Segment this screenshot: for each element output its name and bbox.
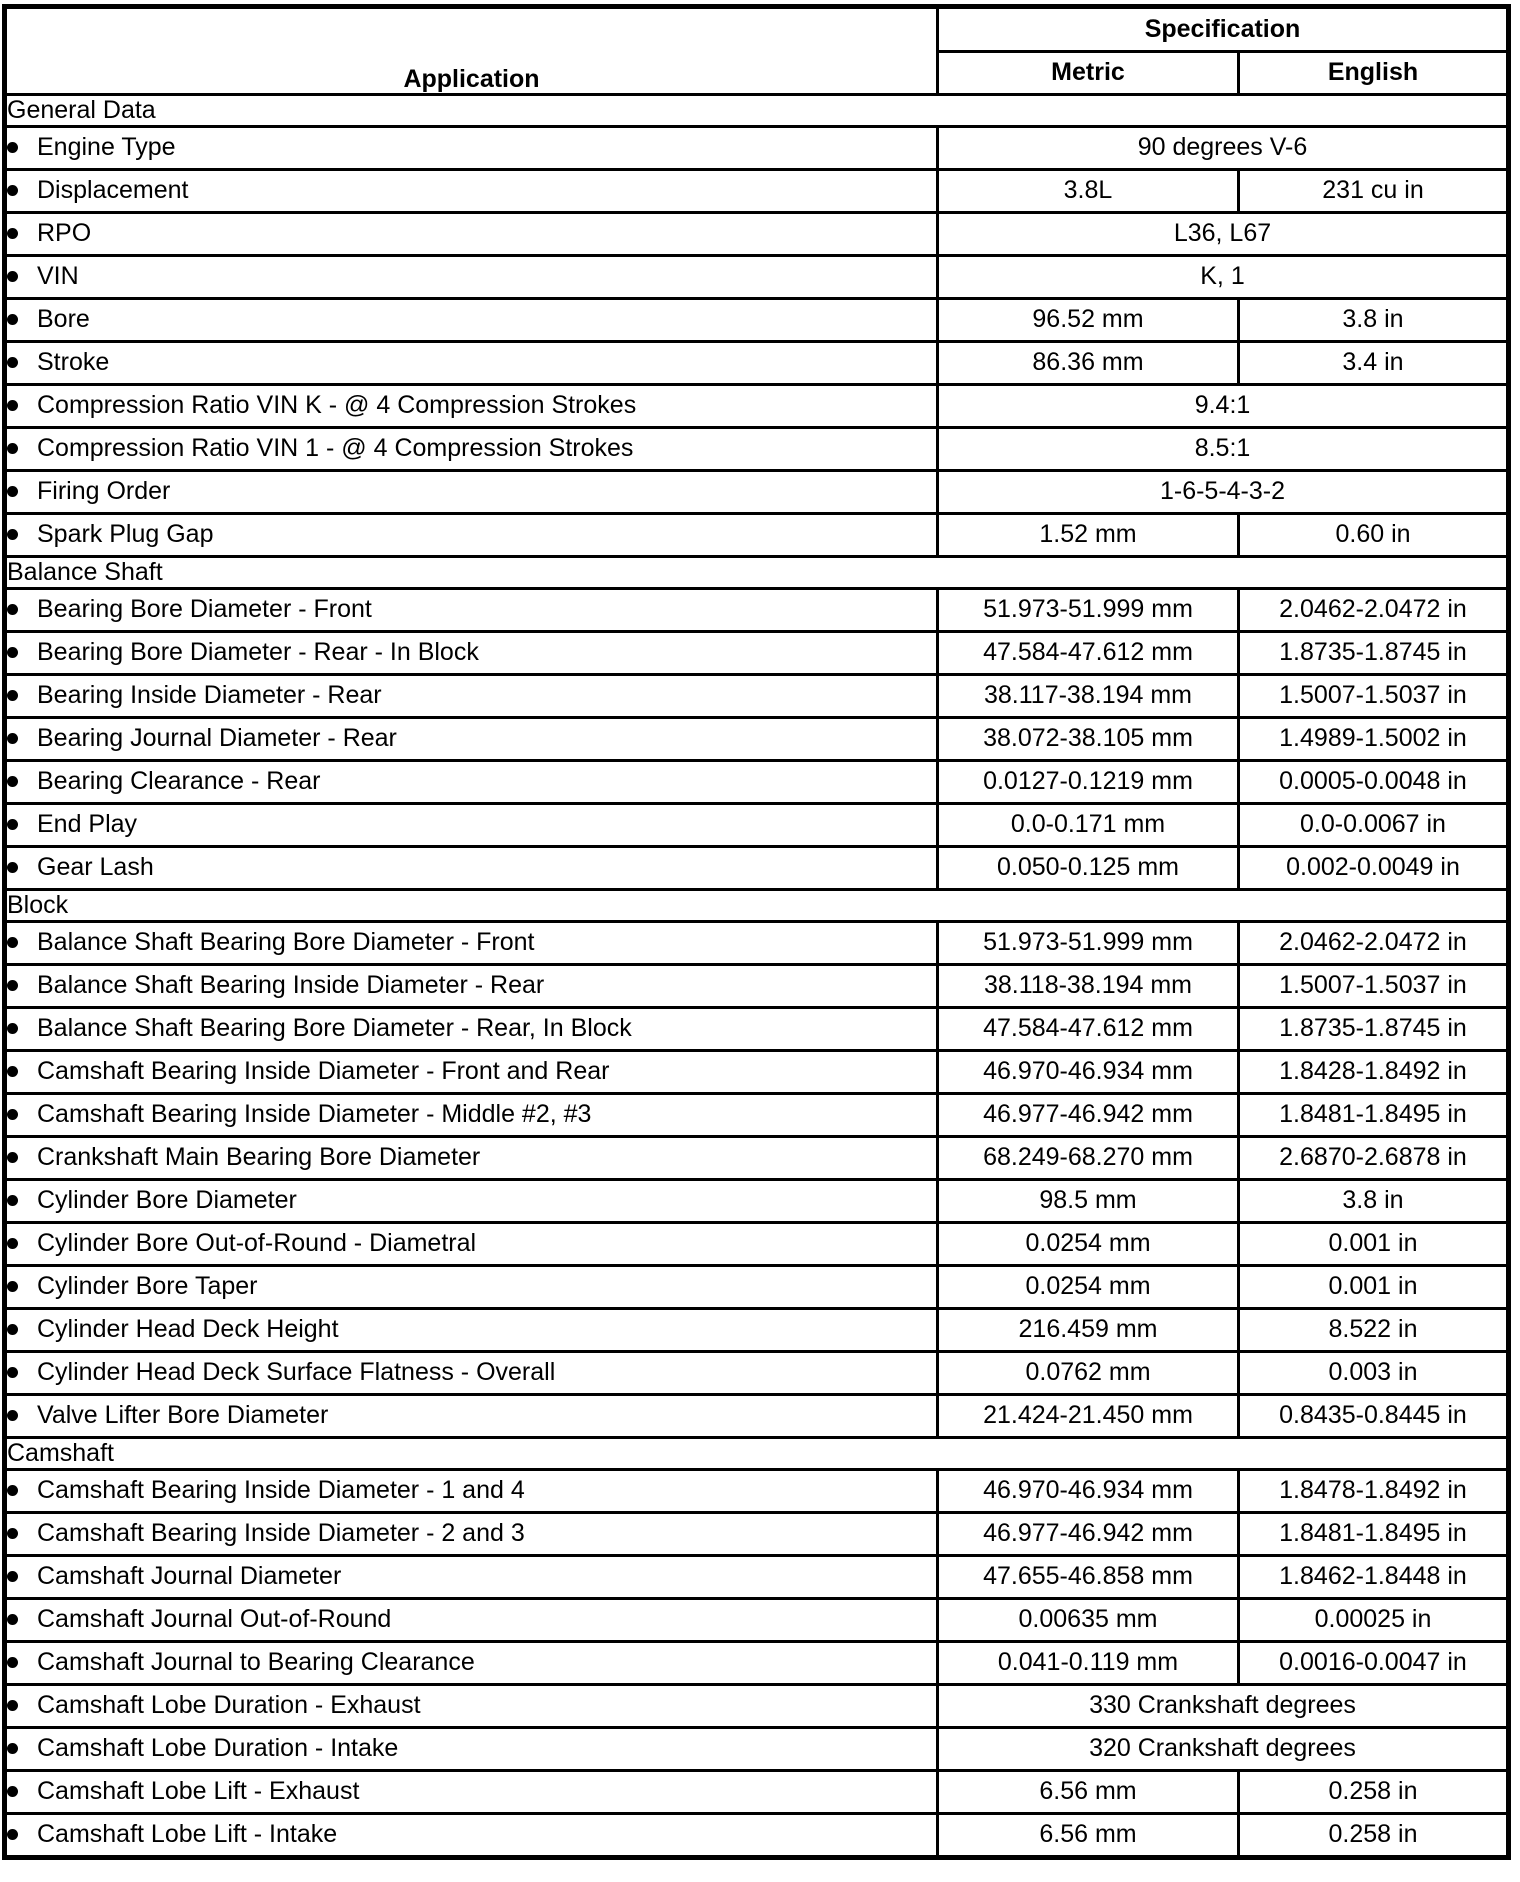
bullet-icon — [7, 690, 18, 701]
table-row — [5, 342, 1509, 385]
english-value-cell: 2.0462-2.0472 in — [1239, 589, 1509, 632]
metric-value-cell: 96.52 mm — [938, 299, 1239, 342]
metric-value-cell: 98.5 mm — [938, 1180, 1239, 1223]
bullet-icon — [7, 1281, 18, 1292]
table-row — [5, 718, 1509, 761]
bullet-icon — [7, 1109, 18, 1120]
bullet-icon — [7, 604, 18, 615]
english-value-cell: 0.8435-0.8445 in — [1239, 1395, 1509, 1438]
application-label: Cylinder Bore Out-of-Round - Diametral — [37, 1229, 477, 1258]
application-label: Firing Order — [37, 477, 171, 506]
english-value-cell: 3.8 in — [1239, 1180, 1509, 1223]
english-value-cell: 1.8481-1.8495 in — [1239, 1513, 1509, 1556]
metric-value-cell: 0.0254 mm — [938, 1266, 1239, 1309]
application-label: RPO — [37, 219, 92, 248]
application-cell — [5, 1137, 938, 1180]
english-value-cell: 2.6870-2.6878 in — [1239, 1137, 1509, 1180]
application-label: Camshaft Bearing Inside Diameter - Front and Rear — [37, 1057, 610, 1086]
metric-value-cell: 216.459 mm — [938, 1309, 1239, 1352]
application-label: Crankshaft Main Bearing Bore Diameter — [37, 1143, 481, 1172]
english-column-header: English — [1239, 52, 1509, 95]
application-cell — [5, 471, 938, 514]
table-row — [5, 1599, 1509, 1642]
application-label: Stroke — [37, 348, 110, 377]
metric-value-cell: 47.584-47.612 mm — [938, 1008, 1239, 1051]
application-cell — [5, 1223, 938, 1266]
metric-value-cell: 1.52 mm — [938, 514, 1239, 557]
english-value-cell: 1.5007-1.5037 in — [1239, 965, 1509, 1008]
english-value-cell: 0.0-0.0067 in — [1239, 804, 1509, 847]
application-label: Bearing Bore Diameter - Front — [37, 595, 372, 624]
bullet-icon — [7, 228, 18, 239]
table-row — [5, 804, 1509, 847]
table-row — [5, 675, 1509, 718]
metric-value-cell: 47.584-47.612 mm — [938, 632, 1239, 675]
bullet-icon — [7, 1195, 18, 1206]
english-value-cell: 0.60 in — [1239, 514, 1509, 557]
application-label: Engine Type — [37, 133, 176, 162]
english-value-cell: 2.0462-2.0472 in — [1239, 922, 1509, 965]
english-value-cell: 0.258 in — [1239, 1771, 1509, 1814]
table-row — [5, 385, 1509, 428]
english-value-cell: 3.4 in — [1239, 342, 1509, 385]
application-label: Camshaft Journal Out-of-Round — [37, 1605, 392, 1634]
english-value-cell: 0.258 in — [1239, 1814, 1509, 1858]
section-label: General Data — [5, 95, 1509, 127]
table-row — [5, 589, 1509, 632]
english-value-cell: 1.8481-1.8495 in — [1239, 1094, 1509, 1137]
english-value-cell: 0.00025 in — [1239, 1599, 1509, 1642]
application-cell — [5, 718, 938, 761]
application-label: Gear Lash — [37, 853, 154, 882]
english-value-cell: 0.001 in — [1239, 1223, 1509, 1266]
table-row — [5, 299, 1509, 342]
header-row-specification — [5, 7, 1509, 52]
table-row — [5, 1685, 1509, 1728]
section-label: Block — [5, 890, 1509, 922]
metric-value-cell: 38.072-38.105 mm — [938, 718, 1239, 761]
bullet-icon — [7, 529, 18, 540]
metric-value-cell: 6.56 mm — [938, 1814, 1239, 1858]
application-label: Camshaft Lobe Duration - Exhaust — [37, 1691, 421, 1720]
section-header-row — [5, 557, 1509, 589]
english-value-cell: 231 cu in — [1239, 170, 1509, 213]
table-row — [5, 1137, 1509, 1180]
application-cell — [5, 847, 938, 890]
table-row — [5, 632, 1509, 675]
application-label: Camshaft Bearing Inside Diameter - Middle #2, #3 — [37, 1100, 592, 1129]
specification-value-cell: 1-6-5-4-3-2 — [938, 471, 1509, 514]
table-row — [5, 1642, 1509, 1685]
specification-value-cell: K, 1 — [938, 256, 1509, 299]
table-row — [5, 1352, 1509, 1395]
application-label: Displacement — [37, 176, 189, 205]
bullet-icon — [7, 271, 18, 282]
application-label: Bearing Journal Diameter - Rear — [37, 724, 397, 753]
table-body — [5, 95, 1509, 1858]
table-row — [5, 1814, 1509, 1858]
bullet-icon — [7, 647, 18, 658]
application-cell — [5, 922, 938, 965]
metric-value-cell: 46.977-46.942 mm — [938, 1094, 1239, 1137]
bullet-icon — [7, 862, 18, 873]
table-row — [5, 847, 1509, 890]
application-label: Cylinder Head Deck Surface Flatness - Overall — [37, 1358, 556, 1387]
application-cell — [5, 514, 938, 557]
table-row — [5, 170, 1509, 213]
application-cell — [5, 213, 938, 256]
metric-value-cell: 46.977-46.942 mm — [938, 1513, 1239, 1556]
metric-value-cell: 38.118-38.194 mm — [938, 965, 1239, 1008]
bullet-icon — [7, 400, 18, 411]
section-header-row — [5, 890, 1509, 922]
table-row — [5, 127, 1509, 170]
application-label: Balance Shaft Bearing Bore Diameter - Rear, In Block — [37, 1014, 632, 1043]
metric-value-cell: 0.0127-0.1219 mm — [938, 761, 1239, 804]
application-cell — [5, 804, 938, 847]
table-row — [5, 1771, 1509, 1814]
table-row — [5, 1180, 1509, 1223]
table-row — [5, 1513, 1509, 1556]
table-row — [5, 1008, 1509, 1051]
application-label: Valve Lifter Bore Diameter — [37, 1401, 329, 1430]
english-value-cell: 1.8735-1.8745 in — [1239, 632, 1509, 675]
application-cell — [5, 299, 938, 342]
application-cell — [5, 675, 938, 718]
english-value-cell: 1.5007-1.5037 in — [1239, 675, 1509, 718]
metric-value-cell: 86.36 mm — [938, 342, 1239, 385]
bullet-icon — [7, 1743, 18, 1754]
bullet-icon — [7, 1410, 18, 1421]
table-row — [5, 213, 1509, 256]
application-label: Camshaft Bearing Inside Diameter - 1 and 4 — [37, 1476, 525, 1505]
application-cell — [5, 589, 938, 632]
metric-value-cell: 46.970-46.934 mm — [938, 1051, 1239, 1094]
bullet-icon — [7, 1238, 18, 1249]
table-row — [5, 514, 1509, 557]
bullet-icon — [7, 1324, 18, 1335]
application-column-header: Application — [5, 7, 938, 95]
english-value-cell: 0.003 in — [1239, 1352, 1509, 1395]
table-row — [5, 1223, 1509, 1266]
application-cell — [5, 1180, 938, 1223]
metric-value-cell: 51.973-51.999 mm — [938, 922, 1239, 965]
section-label: Camshaft — [5, 1438, 1509, 1470]
specification-value-cell: L36, L67 — [938, 213, 1509, 256]
bullet-icon — [7, 1657, 18, 1668]
bullet-icon — [7, 733, 18, 744]
table-row — [5, 1094, 1509, 1137]
bullet-icon — [7, 819, 18, 830]
application-cell — [5, 1771, 938, 1814]
bullet-icon — [7, 357, 18, 368]
bullet-icon — [7, 1023, 18, 1034]
english-value-cell: 0.001 in — [1239, 1266, 1509, 1309]
application-label: Camshaft Journal Diameter — [37, 1562, 342, 1591]
english-value-cell: 0.0005-0.0048 in — [1239, 761, 1509, 804]
bullet-icon — [7, 1614, 18, 1625]
application-cell — [5, 1728, 938, 1771]
table-row — [5, 1470, 1509, 1513]
bullet-icon — [7, 1152, 18, 1163]
section-header-row — [5, 95, 1509, 127]
application-label: Bore — [37, 305, 90, 334]
bullet-icon — [7, 1829, 18, 1840]
english-value-cell: 1.8478-1.8492 in — [1239, 1470, 1509, 1513]
application-cell — [5, 1814, 938, 1858]
metric-value-cell: 0.00635 mm — [938, 1599, 1239, 1642]
table-row — [5, 256, 1509, 299]
bullet-icon — [7, 937, 18, 948]
table-row — [5, 1395, 1509, 1438]
table-row — [5, 471, 1509, 514]
bullet-icon — [7, 1066, 18, 1077]
application-cell — [5, 385, 938, 428]
specification-column-group-header: Specification — [938, 7, 1509, 52]
section-label: Balance Shaft — [5, 557, 1509, 589]
table-row — [5, 428, 1509, 471]
application-cell — [5, 1599, 938, 1642]
application-cell — [5, 1094, 938, 1137]
application-label: Camshaft Lobe Lift - Intake — [37, 1820, 338, 1849]
bullet-icon — [7, 1700, 18, 1711]
application-cell — [5, 428, 938, 471]
metric-value-cell: 3.8L — [938, 170, 1239, 213]
section-header-row — [5, 1438, 1509, 1470]
application-label: Spark Plug Gap — [37, 520, 214, 549]
english-value-cell: 1.8462-1.8448 in — [1239, 1556, 1509, 1599]
bullet-icon — [7, 1786, 18, 1797]
english-value-cell: 0.002-0.0049 in — [1239, 847, 1509, 890]
english-value-cell: 1.8428-1.8492 in — [1239, 1051, 1509, 1094]
metric-column-header: Metric — [938, 52, 1239, 95]
specification-value-cell: 320 Crankshaft degrees — [938, 1728, 1509, 1771]
table-row — [5, 965, 1509, 1008]
application-cell — [5, 1470, 938, 1513]
table-row — [5, 1051, 1509, 1094]
application-cell — [5, 256, 938, 299]
metric-value-cell: 46.970-46.934 mm — [938, 1470, 1239, 1513]
specification-value-cell: 330 Crankshaft degrees — [938, 1685, 1509, 1728]
table-row — [5, 1556, 1509, 1599]
english-value-cell: 8.522 in — [1239, 1309, 1509, 1352]
application-cell — [5, 761, 938, 804]
application-cell — [5, 1051, 938, 1094]
application-cell — [5, 1352, 938, 1395]
application-cell — [5, 1556, 938, 1599]
application-cell — [5, 1685, 938, 1728]
metric-value-cell: 0.050-0.125 mm — [938, 847, 1239, 890]
application-label: Compression Ratio VIN 1 - @ 4 Compression Strokes — [37, 434, 634, 463]
application-cell — [5, 127, 938, 170]
bullet-icon — [7, 185, 18, 196]
application-label: Bearing Clearance - Rear — [37, 767, 321, 796]
english-value-cell: 3.8 in — [1239, 299, 1509, 342]
metric-value-cell: 68.249-68.270 mm — [938, 1137, 1239, 1180]
application-cell — [5, 1395, 938, 1438]
bullet-icon — [7, 980, 18, 991]
application-cell — [5, 1309, 938, 1352]
bullet-icon — [7, 1485, 18, 1496]
english-value-cell: 1.4989-1.5002 in — [1239, 718, 1509, 761]
application-label: Cylinder Bore Diameter — [37, 1186, 297, 1215]
application-cell — [5, 1513, 938, 1556]
application-cell — [5, 342, 938, 385]
application-label: Balance Shaft Bearing Inside Diameter - Rear — [37, 971, 545, 1000]
application-label: Camshaft Lobe Duration - Intake — [37, 1734, 399, 1763]
metric-value-cell: 51.973-51.999 mm — [938, 589, 1239, 632]
bullet-icon — [7, 443, 18, 454]
bullet-icon — [7, 486, 18, 497]
application-label: Compression Ratio VIN K - @ 4 Compression Strokes — [37, 391, 637, 420]
application-label: Cylinder Head Deck Height — [37, 1315, 339, 1344]
application-cell — [5, 1008, 938, 1051]
metric-value-cell: 21.424-21.450 mm — [938, 1395, 1239, 1438]
metric-value-cell: 47.655-46.858 mm — [938, 1556, 1239, 1599]
application-cell — [5, 1642, 938, 1685]
metric-value-cell: 6.56 mm — [938, 1771, 1239, 1814]
metric-value-cell: 0.0-0.171 mm — [938, 804, 1239, 847]
table-row — [5, 1309, 1509, 1352]
application-label: Bearing Inside Diameter - Rear — [37, 681, 382, 710]
table-header — [5, 7, 1509, 95]
specification-value-cell: 9.4:1 — [938, 385, 1509, 428]
application-label: Camshaft Journal to Bearing Clearance — [37, 1648, 475, 1677]
specification-value-cell: 90 degrees V-6 — [938, 127, 1509, 170]
application-cell — [5, 965, 938, 1008]
metric-value-cell: 38.117-38.194 mm — [938, 675, 1239, 718]
application-label: Cylinder Bore Taper — [37, 1272, 258, 1301]
application-label: Balance Shaft Bearing Bore Diameter - Front — [37, 928, 535, 957]
specification-table — [2, 4, 1511, 1860]
metric-value-cell: 0.041-0.119 mm — [938, 1642, 1239, 1685]
english-value-cell: 0.0016-0.0047 in — [1239, 1642, 1509, 1685]
english-value-cell: 1.8735-1.8745 in — [1239, 1008, 1509, 1051]
bullet-icon — [7, 1571, 18, 1582]
bullet-icon — [7, 314, 18, 325]
bullet-icon — [7, 1528, 18, 1539]
application-label: VIN — [37, 262, 79, 291]
specification-value-cell: 8.5:1 — [938, 428, 1509, 471]
metric-value-cell: 0.0762 mm — [938, 1352, 1239, 1395]
bullet-icon — [7, 1367, 18, 1378]
bullet-icon — [7, 776, 18, 787]
application-cell — [5, 632, 938, 675]
table-row — [5, 922, 1509, 965]
table-row — [5, 1728, 1509, 1771]
application-label: Camshaft Lobe Lift - Exhaust — [37, 1777, 360, 1806]
table-row — [5, 1266, 1509, 1309]
application-label: End Play — [37, 810, 138, 839]
metric-value-cell: 0.0254 mm — [938, 1223, 1239, 1266]
application-label: Camshaft Bearing Inside Diameter - 2 and 3 — [37, 1519, 525, 1548]
bullet-icon — [7, 142, 18, 153]
table-row — [5, 761, 1509, 804]
application-cell — [5, 1266, 938, 1309]
application-cell — [5, 170, 938, 213]
application-label: Bearing Bore Diameter - Rear - In Block — [37, 638, 479, 667]
